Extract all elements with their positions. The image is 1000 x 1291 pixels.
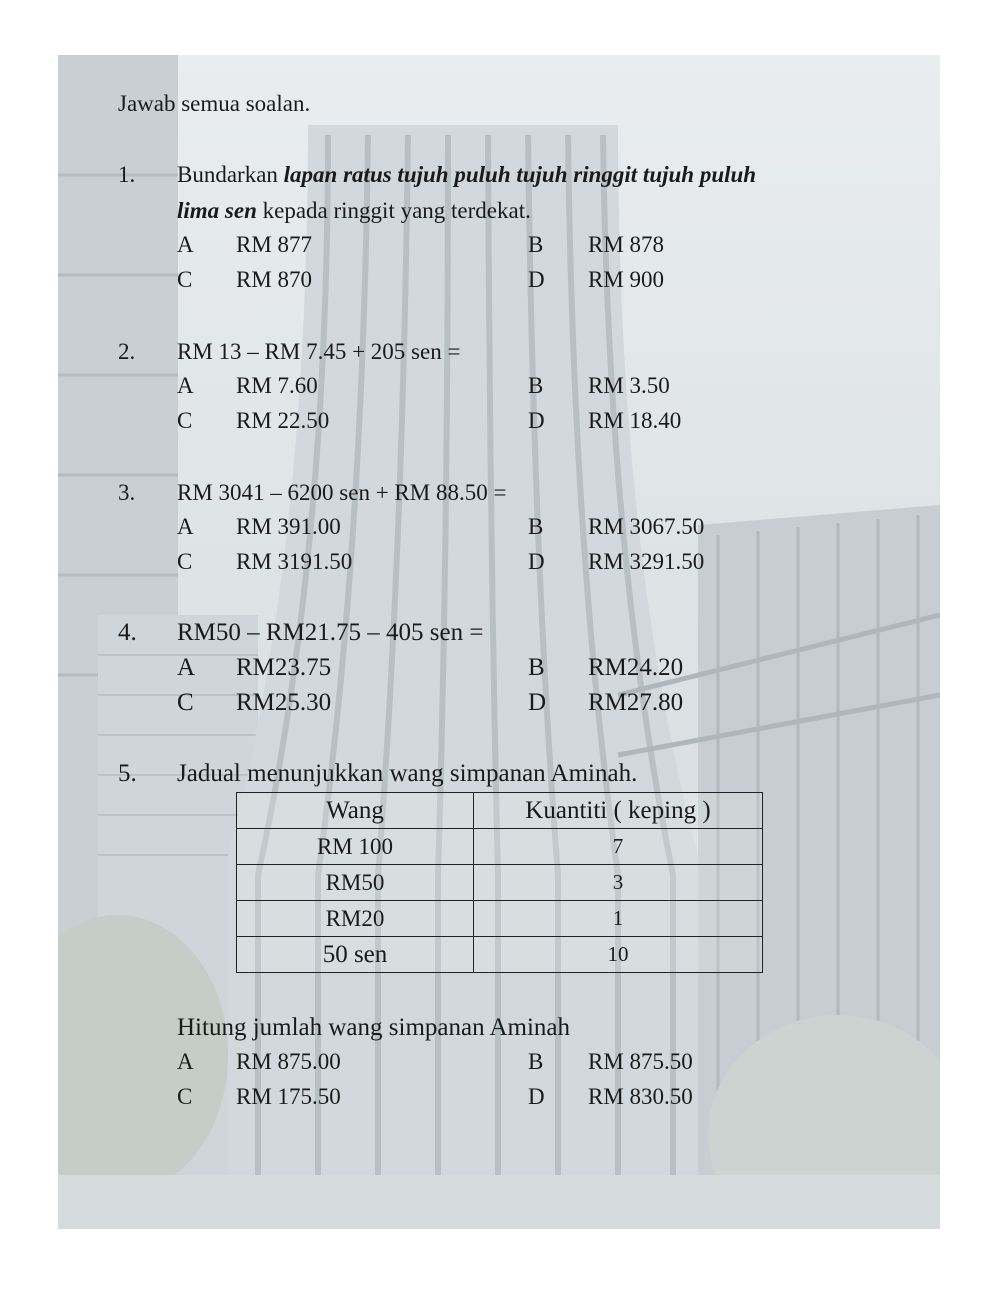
q3-option-a-text[interactable]: RM 391.00 [236, 514, 341, 539]
table-cell-wang: RM20 [237, 901, 474, 937]
q1-text-line1 [177, 163, 756, 186]
table-cell-wang: RM 100 [237, 829, 474, 865]
q2-option-a-text[interactable]: RM 7.60 [236, 373, 318, 398]
q5-option-a-text[interactable]: RM 875.00 [236, 1049, 341, 1074]
table-cell-wang: RM50 [237, 865, 474, 901]
q4-option-d-letter[interactable]: D [528, 689, 547, 716]
q4-option-a-letter[interactable]: A [177, 654, 196, 681]
q3-option-d-letter[interactable]: D [528, 549, 545, 574]
table-row [237, 937, 763, 973]
q2-option-d-letter[interactable]: D [528, 408, 545, 433]
table-cell-kuantiti: 1 [474, 901, 763, 937]
table-header-kuantiti: Kuantiti ( keping ) [474, 793, 763, 829]
q1-option-c-letter[interactable]: C [177, 267, 193, 292]
q1-number: 1. [118, 162, 136, 187]
q2-number: 2. [118, 339, 136, 364]
q5-option-c-letter[interactable]: C [177, 1084, 193, 1109]
q4-number: 4. [118, 619, 137, 646]
table-row [237, 829, 763, 865]
savings-table [236, 792, 763, 973]
q1-option-b-text[interactable]: RM 878 [588, 232, 665, 257]
q5-option-b-text[interactable]: RM 875.50 [588, 1049, 693, 1074]
q3-option-b-text[interactable]: RM 3067.50 [588, 514, 705, 539]
q2-option-d-text[interactable]: RM 18.40 [588, 408, 682, 433]
table-header-wang: Wang [237, 793, 474, 829]
q4-option-c-text[interactable]: RM25.30 [236, 689, 332, 716]
q1-option-a-text[interactable]: RM 877 [236, 232, 313, 257]
q1-pre: Bundarkan [177, 162, 284, 187]
q3-option-a-letter[interactable]: A [177, 514, 194, 539]
q1-option-c-text[interactable]: RM 870 [236, 267, 313, 292]
q3-option-c-letter[interactable]: C [177, 549, 193, 574]
q5-option-b-letter[interactable]: B [528, 1049, 544, 1074]
q1-emphasis-1: lapan ratus tujuh puluh tujuh ringgit tujuh puluh [283, 162, 757, 187]
q2-text: RM 13 – RM 7.45 + 205 sen = [177, 339, 461, 364]
q3-number: 3. [118, 480, 136, 505]
q5-prompt: Hitung jumlah wang simpanan Aminah [177, 1014, 571, 1041]
instruction: Jawab semua soalan. [118, 91, 311, 116]
q3-option-c-text[interactable]: RM 3191.50 [236, 549, 353, 574]
table-cell-kuantiti: 7 [474, 829, 763, 865]
q3-text: RM 3041 – 6200 sen + RM 88.50 = [177, 480, 507, 505]
q4-option-b-text[interactable]: RM24.20 [588, 654, 684, 681]
table-header-row [237, 793, 763, 829]
q1-option-b-letter[interactable]: B [528, 232, 544, 257]
q5-option-a-letter[interactable]: A [177, 1049, 194, 1074]
q2-option-b-letter[interactable]: B [528, 373, 544, 398]
q2-option-a-letter[interactable]: A [177, 373, 194, 398]
table-cell-kuantiti: 10 [474, 937, 763, 973]
q2-option-b-text[interactable]: RM 3.50 [588, 373, 670, 398]
q4-text: RM50 – RM21.75 – 405 sen = [177, 619, 484, 646]
q3-option-b-letter[interactable]: B [528, 514, 544, 539]
q5-text: Jadual menunjukkan wang simpanan Aminah. [177, 760, 638, 787]
q4-option-c-letter[interactable]: C [177, 689, 194, 716]
table-cell-wang: 50 sen [237, 937, 474, 973]
q1-emphasis-2: lima sen [177, 198, 257, 223]
q1-post: kepada ringgit yang terdekat. [256, 198, 531, 223]
q4-option-a-text[interactable]: RM23.75 [236, 654, 332, 681]
q1-text-line2 [177, 199, 531, 222]
q5-number: 5. [118, 760, 137, 787]
q1-option-a-letter[interactable]: A [177, 232, 194, 257]
table-row [237, 901, 763, 937]
q2-option-c-text[interactable]: RM 22.50 [236, 408, 330, 433]
table-cell-kuantiti: 3 [474, 865, 763, 901]
table-row [237, 865, 763, 901]
q5-option-d-text[interactable]: RM 830.50 [588, 1084, 693, 1109]
q4-option-b-letter[interactable]: B [528, 654, 545, 681]
q4-option-d-text[interactable]: RM27.80 [588, 689, 684, 716]
q3-option-d-text[interactable]: RM 3291.50 [588, 549, 705, 574]
q5-option-d-letter[interactable]: D [528, 1084, 545, 1109]
q1-option-d-letter[interactable]: D [528, 267, 545, 292]
q5-option-c-text[interactable]: RM 175.50 [236, 1084, 341, 1109]
q2-option-c-letter[interactable]: C [177, 408, 193, 433]
q1-option-d-text[interactable]: RM 900 [588, 267, 665, 292]
